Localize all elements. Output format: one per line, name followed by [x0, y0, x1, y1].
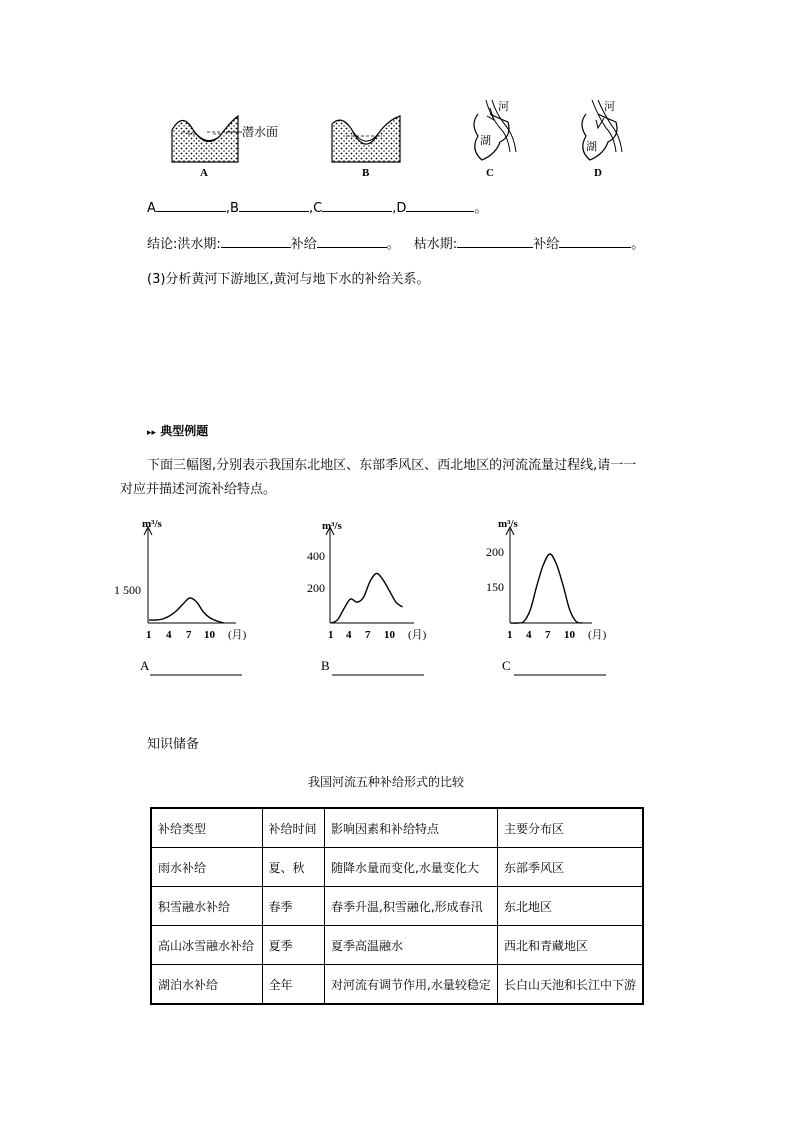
chart-b-label: B: [321, 658, 330, 673]
table-row: [151, 926, 643, 965]
example-prompt-line2: 对应并描述河流补给特点。: [120, 482, 277, 497]
diagram-a-label: A: [200, 167, 208, 179]
chart-c: [486, 518, 607, 675]
table-cell: 积雪融水补给: [151, 887, 262, 926]
chart-a-flow-curve: [149, 598, 224, 623]
flood-period-end: 。: [386, 237, 400, 252]
question-3: (3)分析黄河下游地区,黄河与地下水的补给关系。: [147, 272, 430, 287]
table-cell: 春季升温,积雪融化,形成春汛: [325, 887, 498, 926]
chart-a-xtick-4: 4: [166, 629, 172, 641]
conclusion-line: [147, 233, 644, 254]
diagram-d-lake: 湖: [586, 141, 597, 153]
chart-c-xtick-1: 1: [507, 629, 513, 641]
flood-supply-label: 补给: [290, 237, 317, 252]
table-cell: 西北和青藏地区: [497, 926, 643, 965]
column-header: 补给类型: [151, 808, 262, 848]
answer-line: [147, 197, 487, 218]
chart-b-xtick-4: 4: [346, 629, 352, 641]
column-header: 影响因素和补给特点: [325, 808, 498, 848]
dry-supply-label: 补给: [533, 237, 560, 252]
answer-d-label: D: [396, 201, 407, 216]
chart-c-month-unit: (月): [588, 629, 607, 641]
chart-a-xtick-10: 10: [204, 629, 215, 641]
diagram-a: [172, 116, 278, 179]
answer-a-label: A: [147, 201, 156, 216]
table-cell: 夏季高温融水: [325, 926, 498, 965]
answer-d-sep: 。: [474, 201, 488, 216]
supply-comparison-table: [150, 807, 644, 1005]
column-header: 补给时间: [262, 808, 325, 848]
diagram-b: [332, 116, 400, 179]
table-row: [151, 965, 643, 1005]
chart-a-xtick-7: 7: [186, 629, 192, 641]
chart-c-label: C: [502, 658, 511, 673]
chart-b-unit: m³/s: [322, 520, 342, 532]
example-heading-text: 典型例题: [160, 424, 209, 438]
chart-a-label: A: [140, 658, 150, 673]
chart-c-ytick-150: 150: [486, 580, 504, 594]
chart-b-ytick-200: 200: [307, 581, 325, 595]
diagram-d: [582, 100, 622, 179]
chart-c-xtick-7: 7: [545, 629, 551, 641]
answer-b-sep: ,: [308, 201, 314, 216]
table-cell: 夏季: [262, 926, 325, 965]
table-cell: 对河流有调节作用,水量较稳定: [325, 965, 498, 1005]
example-heading: [147, 422, 208, 442]
table-row: [151, 848, 643, 887]
chart-c-flow-curve: [511, 554, 583, 623]
dry-period-label: 枯水期:: [413, 237, 458, 252]
table-cell: 东北地区: [497, 887, 643, 926]
table-header-row: [151, 808, 643, 848]
answer-c-sep: ,: [392, 201, 397, 216]
chart-c-xtick-4: 4: [526, 629, 532, 641]
chart-b-ytick-400: 400: [307, 549, 325, 563]
diagram-c-river: 河: [498, 101, 509, 113]
chart-a-unit: m³/s: [142, 518, 162, 530]
answer-c-label: C: [313, 201, 323, 216]
table-cell: 雨水补给: [151, 848, 262, 887]
chart-c-xtick-10: 10: [564, 629, 575, 641]
chart-a: [114, 518, 247, 675]
dry-blank-2[interactable]: [559, 233, 631, 248]
flood-period-label: 结论:洪水期:: [147, 237, 221, 252]
diagram-d-river: 河: [604, 101, 615, 113]
dry-period-end: 。: [631, 237, 645, 252]
table-title: 我国河流五种补给形式的比较: [308, 775, 465, 789]
chart-a-xtick-1: 1: [146, 629, 152, 641]
table-cell: 高山冰雪融水补给: [151, 926, 262, 965]
diagram-c-label: C: [486, 167, 494, 179]
answer-c-blank[interactable]: [322, 197, 392, 212]
diagram-c: [474, 100, 516, 179]
answer-d-blank[interactable]: [406, 197, 474, 212]
groundwater-diagrams: [160, 92, 640, 184]
chart-b-month-unit: (月): [408, 629, 427, 641]
table-cell: 春季: [262, 887, 325, 926]
table-cell: 全年: [262, 965, 325, 1005]
knowledge-heading: 知识储备: [147, 737, 200, 752]
answer-b-blank[interactable]: [239, 197, 309, 212]
diagram-c-lake: 湖: [480, 135, 491, 147]
water-table-label: 潜水面: [242, 125, 279, 139]
chart-a-ytick: 1 500: [114, 583, 141, 597]
flood-blank-1[interactable]: [221, 233, 291, 248]
chart-b-xtick-1: 1: [328, 629, 334, 641]
flood-blank-2[interactable]: [317, 233, 387, 248]
chart-b-xtick-10: 10: [384, 629, 395, 641]
answer-b-label: B: [230, 201, 239, 216]
discharge-charts: [110, 515, 630, 685]
dry-blank-1[interactable]: [457, 233, 533, 248]
table-cell: 随降水量而变化,水量变化大: [325, 848, 498, 887]
table-cell: 湖泊水补给: [151, 965, 262, 1005]
chart-b: [307, 520, 427, 675]
chart-b-flow-curve: [331, 573, 403, 623]
table-row: [151, 887, 643, 926]
diagram-b-label: B: [362, 167, 370, 179]
diagram-d-label: D: [594, 167, 602, 179]
answer-a-blank[interactable]: [156, 197, 226, 212]
example-prompt-line1: 下面三幅图,分别表示我国东北地区、东部季风区、西北地区的河流流量过程线,请一一: [147, 458, 637, 473]
table-cell: 东部季风区: [497, 848, 643, 887]
answer-a-sep: ,: [225, 201, 231, 216]
chart-a-month-unit: (月): [228, 629, 247, 641]
double-arrow-icon: ▸▸: [147, 428, 157, 438]
chart-c-unit: m³/s: [498, 518, 518, 530]
chart-b-xtick-7: 7: [365, 629, 371, 641]
table-cell: 夏、秋: [262, 848, 325, 887]
column-header: 主要分布区: [497, 808, 643, 848]
chart-c-ytick-200: 200: [486, 545, 504, 559]
table-cell: 长白山天池和长江中下游: [497, 965, 643, 1005]
